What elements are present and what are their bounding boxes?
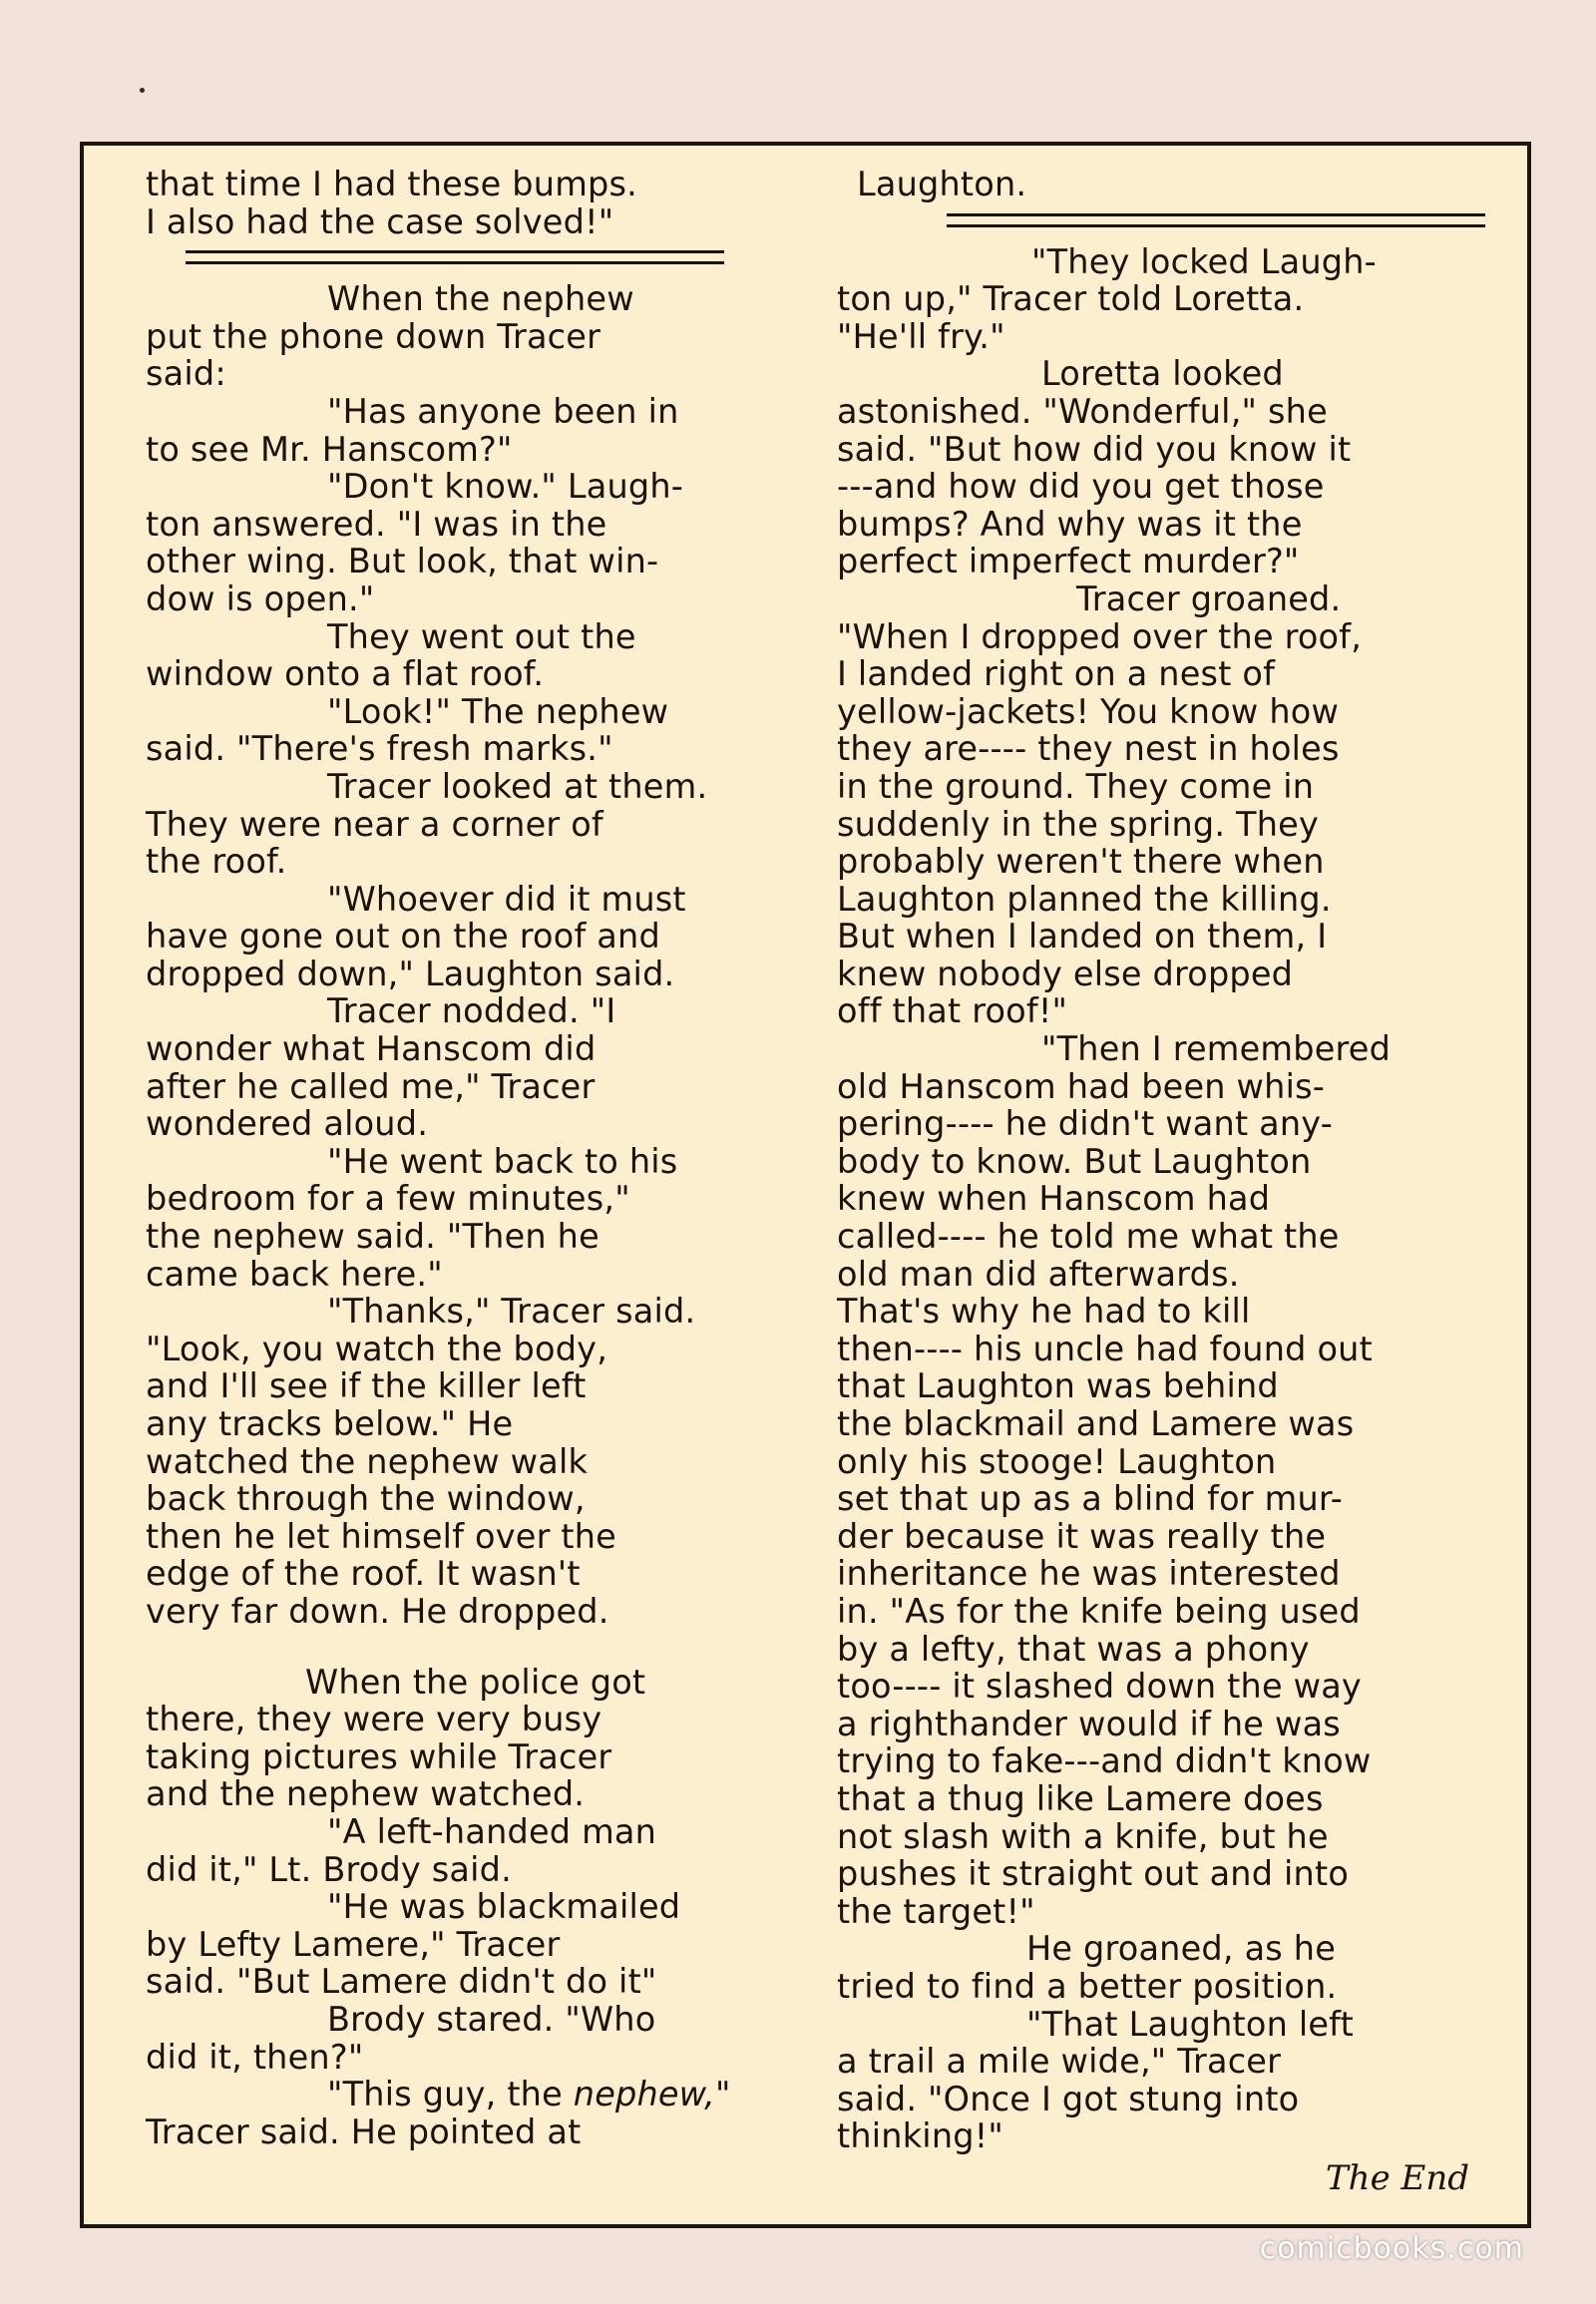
text-line: that Laughton was behind	[837, 1366, 1279, 1406]
text-line: a righthander would if he was	[837, 1704, 1341, 1743]
text-line: too---- it slashed down the way	[837, 1667, 1362, 1707]
text-line: suddenly in the spring. They	[837, 804, 1319, 844]
text-line: the blackmail and Lamere was	[837, 1404, 1355, 1443]
text-line: then he let himself over the	[146, 1516, 616, 1556]
text-line: Tracer groaned.	[1076, 578, 1342, 618]
text-line: knew when Hanscom had	[837, 1179, 1271, 1219]
text-line: dropped down," Laughton said.	[146, 954, 675, 993]
text-line: that time I had these bumps.	[146, 165, 638, 203]
text-line: the nephew said. "Then he	[146, 1217, 599, 1257]
text-line: "When I dropped over the roof,	[837, 616, 1363, 656]
text-line: They were near a corner of	[146, 804, 603, 844]
text-line: bedroom for a few minutes,"	[146, 1179, 630, 1219]
text-line: ---and how did you get those	[837, 467, 1325, 507]
left-text-column	[146, 166, 794, 2150]
text-line: in the ground. They come in	[837, 766, 1315, 806]
text-line: old man did afterwards.	[837, 1254, 1240, 1294]
text-line: any tracks below." He	[146, 1404, 514, 1443]
text-line: very far down. He dropped.	[146, 1591, 609, 1631]
text-line: window onto a flat roof.	[146, 654, 545, 694]
text-line: off that roof!"	[837, 991, 1068, 1031]
text-line: Loretta looked	[1041, 354, 1284, 394]
text-line: taking pictures while Tracer	[146, 1736, 612, 1776]
text-line: astonished. "Wonderful," she	[837, 391, 1328, 431]
text-line: old Hanscom had been whis-	[837, 1066, 1326, 1106]
text-line: said. "Once I got stung into	[837, 2079, 1300, 2118]
text-line: in. "As for the knife being used	[837, 1591, 1361, 1631]
text-line: wonder what Hanscom did	[146, 1029, 597, 1069]
text-line: only his stooge! Laughton	[837, 1441, 1277, 1481]
the-end-signature: The End	[1326, 2158, 1469, 2198]
text-line: "Then I remembered	[1041, 1029, 1392, 1069]
text-line: did it," Lt. Brody said.	[146, 1849, 512, 1889]
text-line: then---- his uncle had found out	[837, 1329, 1373, 1368]
text-line: thinking!"	[837, 2116, 1003, 2156]
text-line: tried to find a better position.	[837, 1966, 1338, 2006]
text-line: other wing. But look, that win-	[146, 542, 659, 581]
text-line: ton answered. "I was in the	[146, 504, 607, 544]
text-line: after he called me," Tracer	[146, 1066, 596, 1106]
text-line: and the nephew watched.	[146, 1774, 586, 1814]
text-line: When the nephew	[327, 279, 634, 319]
text-line: pushes it straight out and into	[837, 1854, 1350, 1894]
emphasized-word: nephew,	[573, 2075, 716, 2114]
site-watermark: comicbooks.com	[1259, 2231, 1524, 2266]
text-line: by a lefty, that was a phony	[837, 1629, 1310, 1669]
text-line: the roof.	[146, 842, 287, 882]
text-line: by Lefty Lamere," Tracer	[146, 1924, 561, 1964]
text-line: I landed right on a nest of	[837, 654, 1276, 694]
text-line: yellow-jackets! You know how	[837, 691, 1340, 731]
text-line: "Thanks," Tracer said.	[327, 1292, 696, 1332]
text-line: have gone out on the roof and	[146, 917, 660, 957]
text-line: called---- he told me what the	[837, 1217, 1340, 1257]
page-speck	[140, 88, 145, 93]
text-line: dow is open."	[146, 578, 375, 618]
text-line: "He'll fry."	[837, 316, 1005, 356]
text-line: wondered aloud.	[146, 1104, 429, 1144]
text-line: "Look, you watch the body,	[146, 1329, 608, 1368]
text-line: the target!"	[837, 1891, 1035, 1931]
section-divider	[186, 250, 724, 264]
text-line: said. "There's fresh marks."	[146, 729, 613, 769]
text-line: set that up as a blind for mur-	[837, 1479, 1343, 1519]
text-line: body to know. But Laughton	[837, 1141, 1312, 1181]
text-line: did it, then?"	[146, 2037, 364, 2077]
text-line: Tracer looked at them.	[327, 766, 708, 806]
text-line: put the phone down Tracer	[146, 316, 601, 356]
text-line: Laughton planned the killing.	[837, 879, 1332, 919]
text-line: edge of the roof. It wasn't	[146, 1554, 581, 1594]
text-line: But when I landed on them, I	[837, 917, 1328, 957]
text-line: "He went back to his	[327, 1141, 678, 1181]
text-line: to see Mr. Hanscom?"	[146, 429, 513, 469]
text-line: They went out the	[327, 616, 636, 656]
text-line: "Whoever did it must	[327, 879, 686, 919]
text-line: ton up," Tracer told Loretta.	[837, 279, 1305, 319]
text-line: "This guy, the nephew,"	[327, 2075, 731, 2114]
text-line: He groaned, as he	[1026, 1929, 1337, 1969]
text-line: "Look!" The nephew	[327, 691, 669, 731]
text-line: said. "But Lamere didn't do it"	[146, 1962, 657, 2002]
text-line: "That Laughton left	[1026, 2004, 1354, 2044]
text-line: bumps? And why was it the	[837, 504, 1303, 544]
text-line: said. "But how did you know it	[837, 429, 1352, 469]
text-line: came back here."	[146, 1254, 443, 1294]
text-line: "Has anyone been in	[327, 391, 679, 431]
text-line: trying to fake---and didn't know	[837, 1741, 1372, 1781]
text-line: "Don't know." Laugh-	[327, 467, 684, 507]
text-line: Tracer nodded. "I	[327, 991, 616, 1031]
text-line: back through the window,	[146, 1479, 586, 1519]
text-line: When the police got	[305, 1662, 646, 1702]
text-line: watched the nephew walk	[146, 1441, 589, 1481]
text-line: Laughton.	[857, 165, 1027, 203]
text-line: That's why he had to kill	[837, 1292, 1251, 1332]
text-line: "A left-handed man	[327, 1811, 657, 1851]
right-text-column	[837, 166, 1495, 2155]
text-line: and I'll see if the killer left	[146, 1366, 587, 1406]
text-line: there, they were very busy	[146, 1700, 602, 1739]
section-divider	[947, 213, 1485, 227]
paragraph-gap	[146, 1631, 794, 1664]
text-line: perfect imperfect murder?"	[837, 542, 1300, 581]
text-line: a trail a mile wide," Tracer	[837, 2042, 1282, 2082]
text-line: pering---- he didn't want any-	[837, 1104, 1334, 1144]
text-line: said:	[146, 354, 226, 394]
text-line: inheritance he was interested	[837, 1554, 1341, 1594]
text-line: that a thug like Lamere does	[837, 1778, 1324, 1818]
text-line: they are---- they nest in holes	[837, 729, 1340, 769]
text-line: Tracer said. He pointed at	[146, 2112, 582, 2151]
text-line: not slash with a knife, but he	[837, 1816, 1329, 1856]
text-line: "He was blackmailed	[327, 1887, 681, 1927]
text-line: der because it was really the	[837, 1516, 1327, 1556]
text-line: knew nobody else dropped	[837, 954, 1294, 993]
text-line: probably weren't there when	[837, 842, 1325, 882]
text-line: I also had the case solved!"	[146, 201, 614, 241]
text-line: Brody stared. "Who	[327, 1999, 656, 2039]
text-panel	[80, 142, 1531, 2228]
text-line: "They locked Laugh-	[1031, 241, 1377, 281]
